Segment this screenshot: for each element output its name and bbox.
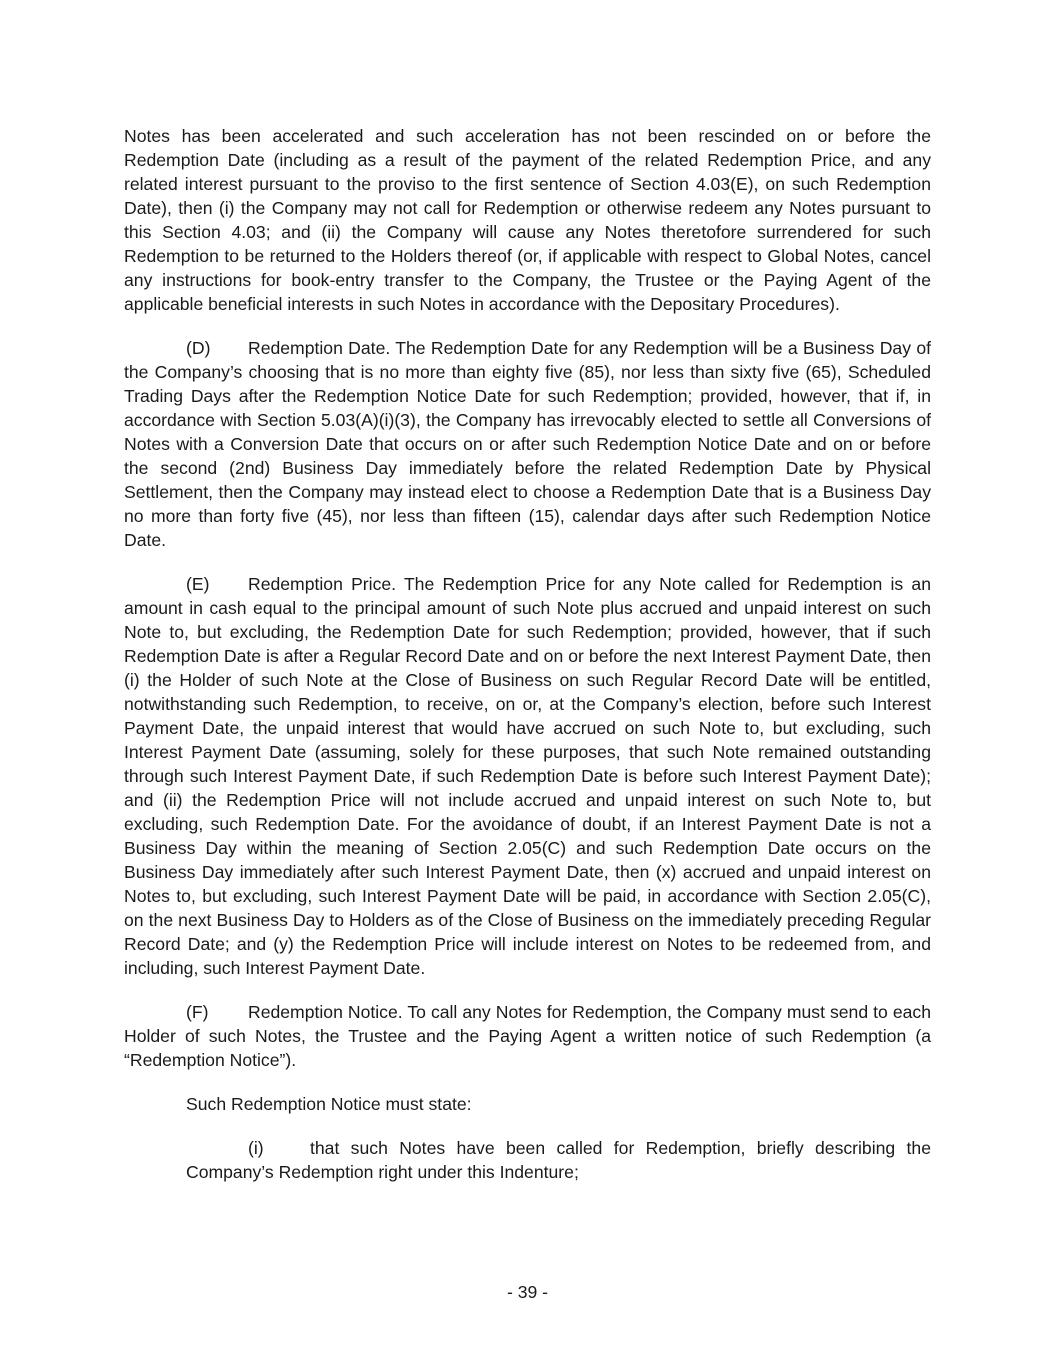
section-e-text: Redemption Price. The Redemption Price for any Note called for Redemption is an amount in cash equal to the principal amount of such Note plus accrued and unpaid interest on such Note to, but excluding, the Redemption Date for such Redemption; provided, however, that if such Redemption Date is after a Regular Record Date and on or before the next Interest Payment Date, then (i) the Holder of such Note at the Close of Business on such Regular Record Date will be entitled, notwithstanding such Redemption, to receive, on or, at the Company’s election, before such Interest Payment Date, the unpaid interest that would have accrued on such Note to, but excluding, such Interest Payment Date (assuming, solely for these purposes, that such Note remained outstanding through such Interest Payment Date, if such Redemption Date is before such Interest Payment Date); and (ii) the Redemption Price will not include accrued and unpaid interest on such Note to, but excluding, such Redemption Date. For the avoidance of doubt, if an Interest Payment Date is not a Business Day within the meaning of Section 2.05(C) and such Redemption Date occurs on the Business Day immediately after such Interest Payment Date, then (x) accrued and unpaid interest on Notes to, but excluding, such Interest Payment Date will be paid, in accordance with Section 2.05(C), on the next Business Day to Holders as of the Close of Business on the immediately preceding Regular Record Date; and (y) the Redemption Price will include interest on Notes to be redeemed from, and including, such Interest Payment Date. xyxy=(124,574,931,978)
notice-intro: Such Redemption Notice must state: xyxy=(186,1094,472,1114)
section-f-paragraph xyxy=(124,1000,931,1072)
item-i-text: that such Notes have been called for Redemption, briefly describing the Company’s Redemption right under this Indenture; xyxy=(186,1138,931,1182)
item-i-paragraph xyxy=(186,1136,931,1184)
section-d-paragraph xyxy=(124,336,931,552)
item-i-marker: (i) xyxy=(248,1138,264,1158)
section-e-paragraph xyxy=(124,572,931,980)
section-e-marker: (E) xyxy=(186,574,210,594)
section-f-marker: (F) xyxy=(186,1002,209,1022)
document-page xyxy=(124,124,931,1184)
continuation-paragraph: Notes has been accelerated and such acceleration has not been rescinded on or before the Redemption Date (including as a result of the payment of the related Redemption Price, and any related interest pursuant to the proviso to the first sentence of Section 4.03(E), on such Redemption Date), then (i) the Company may not call for Redemption or otherwise redeem any Notes pursuant to this Section 4.03; and (ii) the Company will cause any Notes theretofore surrendered for such Redemption to be returned to the Holders thereof (or, if applicable with respect to Global Notes, cancel any instructions for book-entry transfer to the Company, the Trustee or the Paying Agent of the applicable beneficial interests in such Notes in accordance with the Depositary Procedures). xyxy=(124,126,931,314)
section-d-text: Redemption Date. The Redemption Date for any Redemption will be a Business Day of the Company’s choosing that is no more than eighty five (85), nor less than sixty five (65), Scheduled Trading Days after the Redemption Notice Date for such Redemption; provided, however, that if, in accordance with Section 5.03(A)(i)(3), the Company has irrevocably elected to settle all Conversions of Notes with a Conversion Date that occurs on or after such Redemption Notice Date and on or before the second (2nd) Business Day immediately before the related Redemption Date by Physical Settlement, then the Company may instead elect to choose a Redemption Date that is a Business Day no more than forty five (45), nor less than fifteen (15), calendar days after such Redemption Notice Date. xyxy=(124,338,931,550)
section-f-text: Redemption Notice. To call any Notes for Redemption, the Company must send to each Holder of such Notes, the Trustee and the Paying Agent a written notice of such Redemption (a “Redemption Notice”). xyxy=(124,1002,931,1070)
page-number: - 39 - xyxy=(506,1282,549,1302)
section-d-marker: (D) xyxy=(186,338,211,358)
